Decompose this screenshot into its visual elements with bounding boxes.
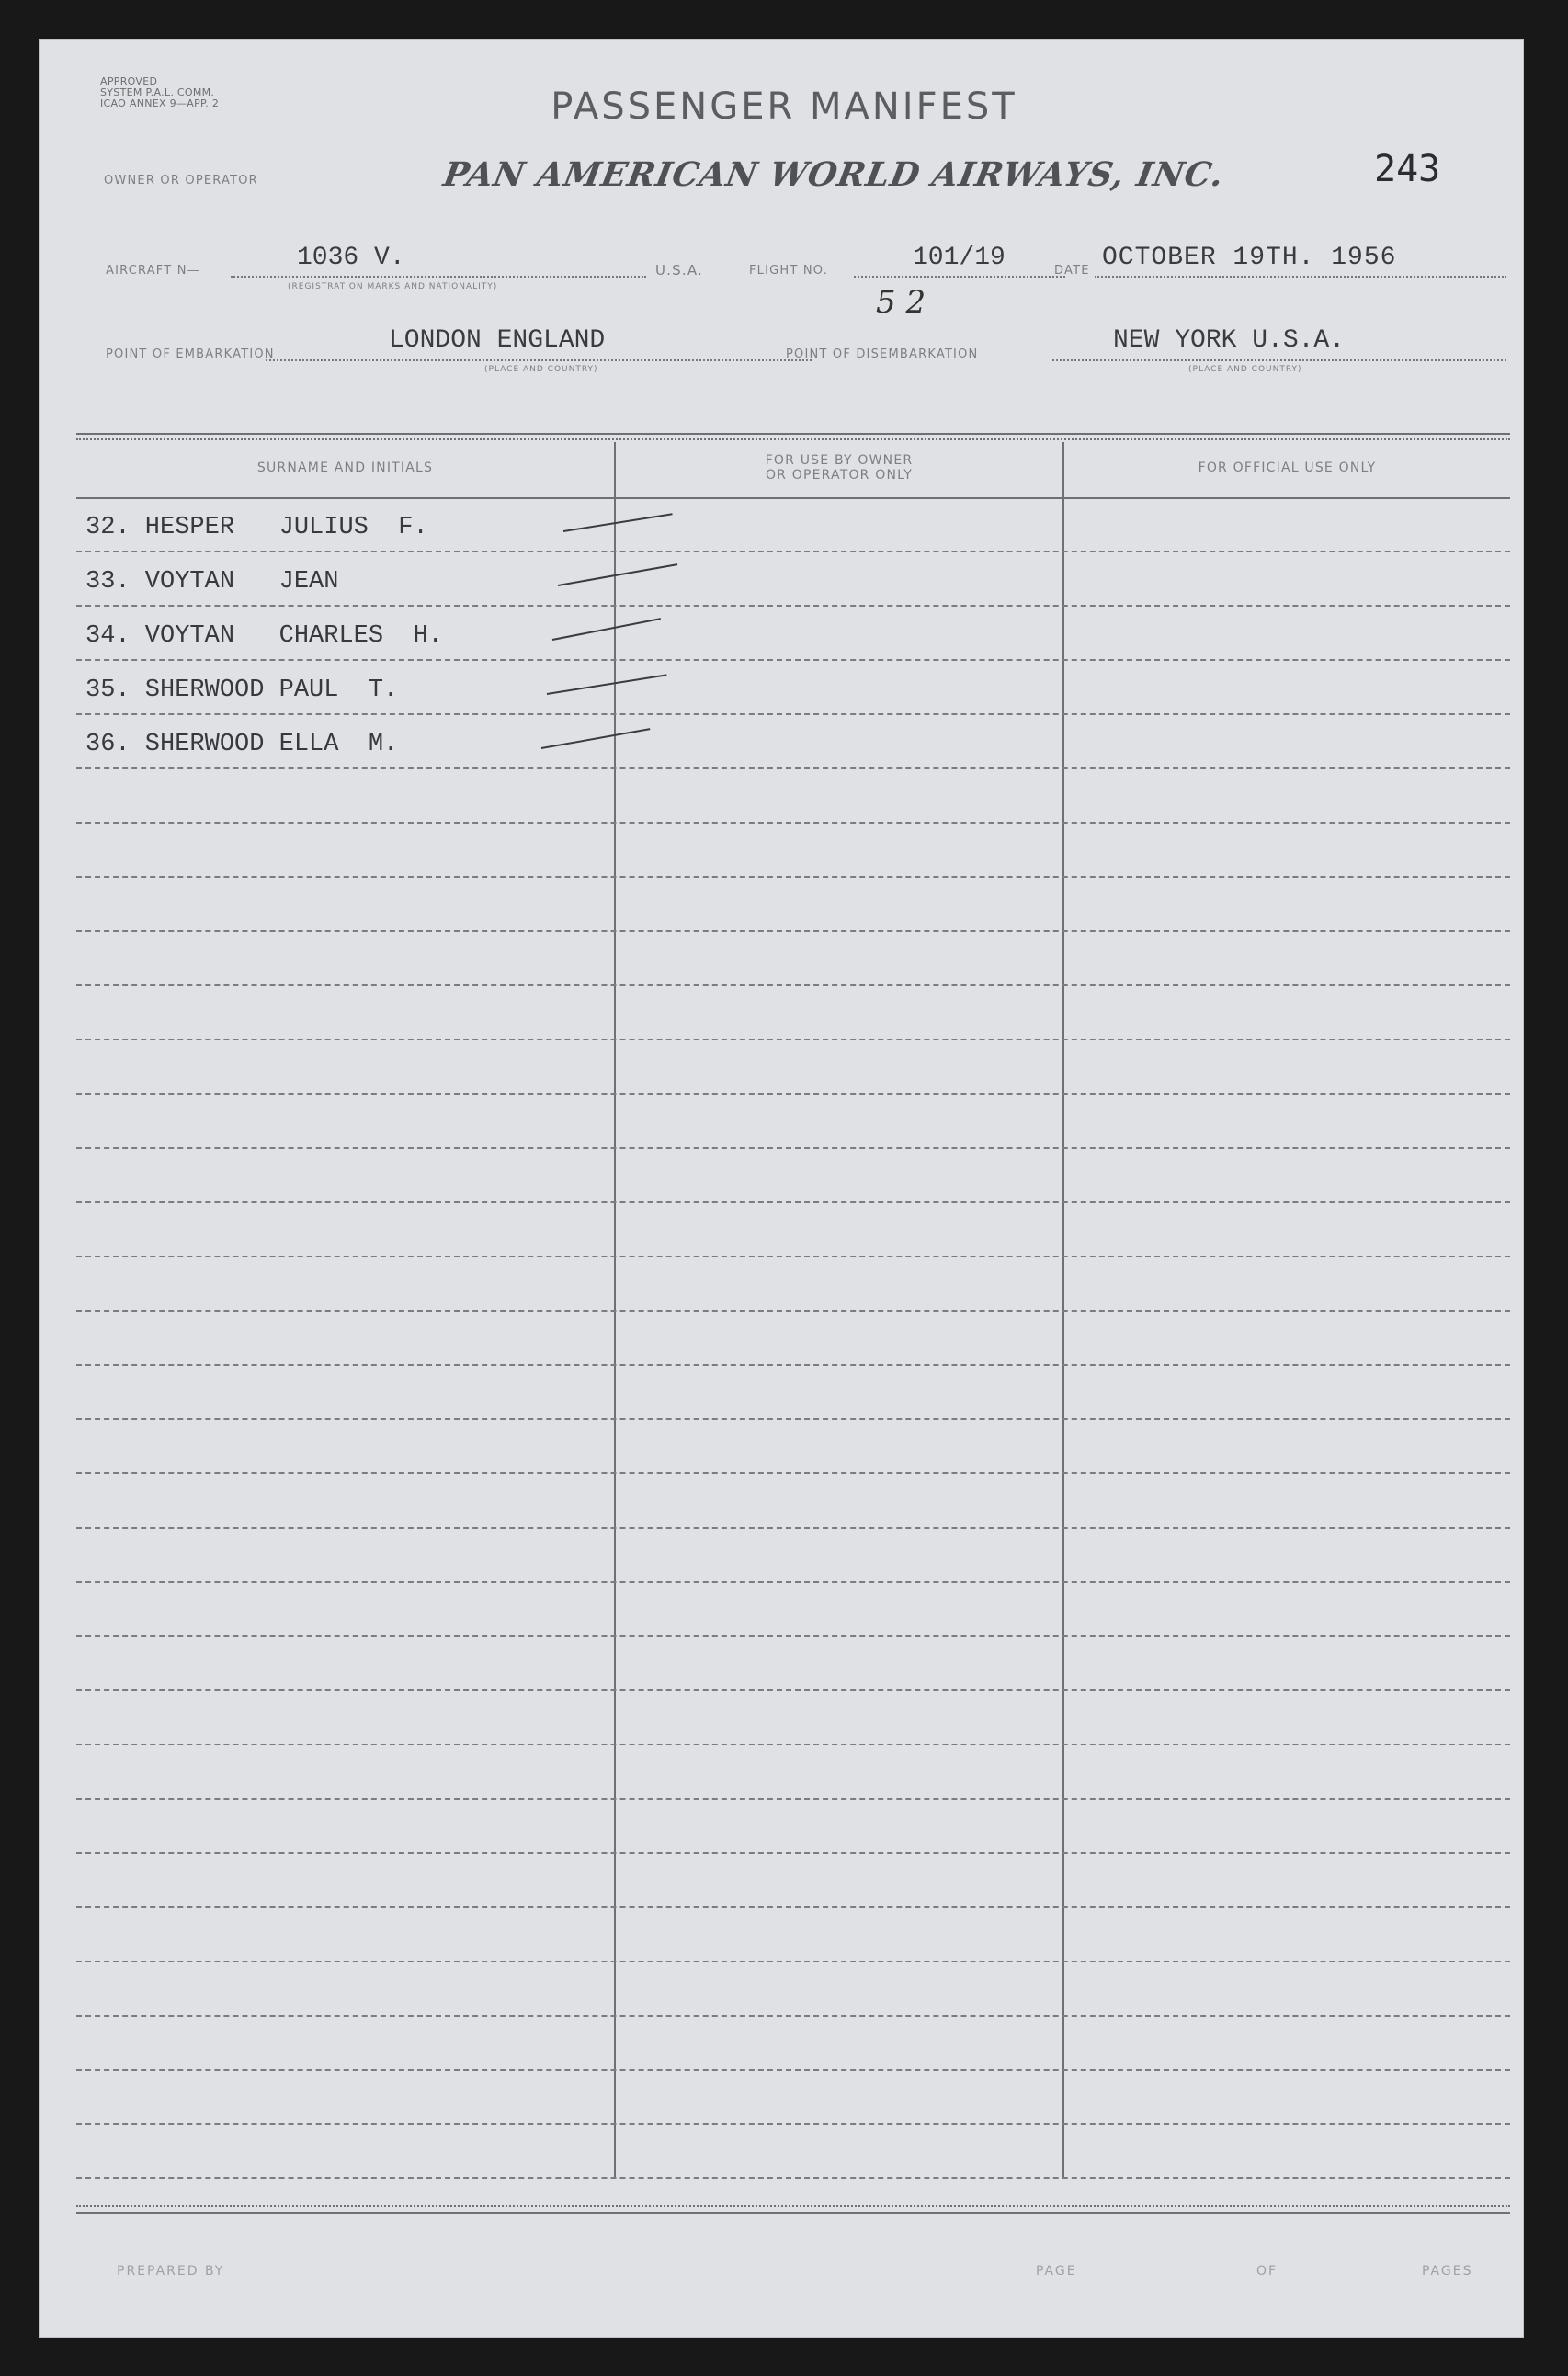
- approval-stamp: [100, 76, 312, 109]
- row-rule: [76, 1906, 1510, 1908]
- row-rule: [76, 1744, 1510, 1745]
- passenger-row: 32. HESPER JULIUS F.: [85, 514, 428, 541]
- column-header-official: FOR OFFICIAL USE ONLY: [1198, 460, 1377, 475]
- aircraft-label: AIRCRAFT N—: [106, 264, 200, 278]
- row-rule: [76, 767, 1510, 769]
- row-rule: [76, 1364, 1510, 1366]
- date-rule: [1095, 276, 1506, 278]
- aircraft-rule: [231, 276, 646, 278]
- aircraft-value: 1036 V.: [297, 244, 405, 272]
- disembarkation-rule: [1052, 359, 1506, 361]
- row-rule: [76, 1472, 1510, 1474]
- column-header-line: FOR USE BY OWNER: [765, 453, 914, 468]
- table-bottom-rule: [76, 2205, 1510, 2207]
- row-rule: [76, 1798, 1510, 1800]
- page-label: PAGE: [1036, 2264, 1077, 2279]
- row-rule: [76, 1418, 1510, 1420]
- row-rule: [76, 713, 1510, 715]
- pages-label: PAGES: [1422, 2264, 1473, 2279]
- row-rule: [76, 2015, 1510, 2017]
- row-rule: [76, 1527, 1510, 1529]
- passenger-table: [76, 433, 1510, 2233]
- disembarkation-caption: (PLACE AND COUNTRY): [1188, 365, 1302, 374]
- row-rule: [76, 1310, 1510, 1312]
- manifest-sheet: [39, 39, 1524, 2338]
- check-mark: [552, 618, 661, 641]
- approval-line: APPROVED: [100, 75, 158, 87]
- approval-line: ICAO ANNEX 9—APP. 2: [100, 97, 220, 109]
- flight-value: 101/19: [913, 244, 1006, 272]
- document-title: PASSENGER MANIFEST: [551, 85, 1017, 128]
- row-rule: [76, 1201, 1510, 1203]
- row-rule: [76, 2123, 1510, 2125]
- passenger-row: 35. SHERWOOD PAUL T.: [85, 676, 399, 704]
- column-header-owner-use: [619, 453, 1060, 483]
- check-mark: [541, 728, 651, 749]
- row-rule: [76, 876, 1510, 878]
- flight-rule: [854, 276, 1065, 278]
- passenger-row: 34. VOYTAN CHARLES H.: [85, 622, 443, 650]
- row-rule: [76, 1961, 1510, 1962]
- row-rule: [76, 1147, 1510, 1149]
- row-rule: [76, 659, 1510, 661]
- embarkation-rule: [266, 359, 812, 361]
- date-label: DATE: [1054, 264, 1090, 278]
- row-rule: [76, 930, 1510, 932]
- embarkation-value: LONDON ENGLAND: [389, 326, 606, 355]
- row-rule: [76, 1039, 1510, 1040]
- table-top-rule: [76, 433, 1510, 435]
- page-number: 243: [1374, 148, 1441, 190]
- row-rule: [76, 1689, 1510, 1691]
- row-rule: [76, 605, 1510, 607]
- column-header-surname: SURNAME AND INITIALS: [256, 460, 434, 475]
- row-rule: [76, 822, 1510, 824]
- row-rule: [76, 1093, 1510, 1095]
- nationality-label: U.S.A.: [655, 262, 704, 279]
- disembarkation-label: POINT OF DISEMBARKATION: [786, 347, 979, 361]
- row-rule: [76, 1581, 1510, 1583]
- row-rule: [76, 2069, 1510, 2071]
- row-rule: [76, 1852, 1510, 1854]
- column-header-line: OR OPERATOR ONLY: [765, 468, 914, 483]
- aircraft-caption: (REGISTRATION MARKS AND NATIONALITY): [288, 282, 498, 291]
- date-value: OCTOBER 19TH. 1956: [1102, 244, 1397, 272]
- airline-name: PAN AMERICAN WORLD AIRWAYS, INC.: [440, 155, 1228, 194]
- row-rule: [76, 551, 1510, 552]
- table-top-rule: [76, 438, 1510, 440]
- flight-label: FLIGHT NO.: [749, 264, 829, 278]
- check-mark: [558, 563, 677, 586]
- check-mark: [547, 674, 667, 695]
- row-rule: [76, 1635, 1510, 1637]
- row-rule: [76, 1256, 1510, 1257]
- table-bottom-rule: [76, 2212, 1510, 2214]
- header-rule: [76, 497, 1510, 499]
- check-mark: [563, 513, 673, 532]
- passenger-row: 36. SHERWOOD ELLA M.: [85, 731, 399, 758]
- row-rule: [76, 984, 1510, 986]
- passenger-row: 33. VOYTAN JEAN: [85, 568, 339, 596]
- row-rule: [76, 2177, 1510, 2179]
- handwritten-note: 5 2: [876, 284, 926, 321]
- embarkation-label: POINT OF EMBARKATION: [106, 347, 275, 361]
- disembarkation-value: NEW YORK U.S.A.: [1113, 326, 1346, 355]
- embarkation-caption: (PLACE AND COUNTRY): [484, 365, 598, 374]
- owner-label: OWNER OR OPERATOR: [104, 174, 258, 188]
- prepared-by-label: PREPARED BY: [117, 2264, 225, 2279]
- of-label: OF: [1256, 2264, 1278, 2279]
- approval-line: SYSTEM P.A.L. COMM.: [100, 86, 215, 98]
